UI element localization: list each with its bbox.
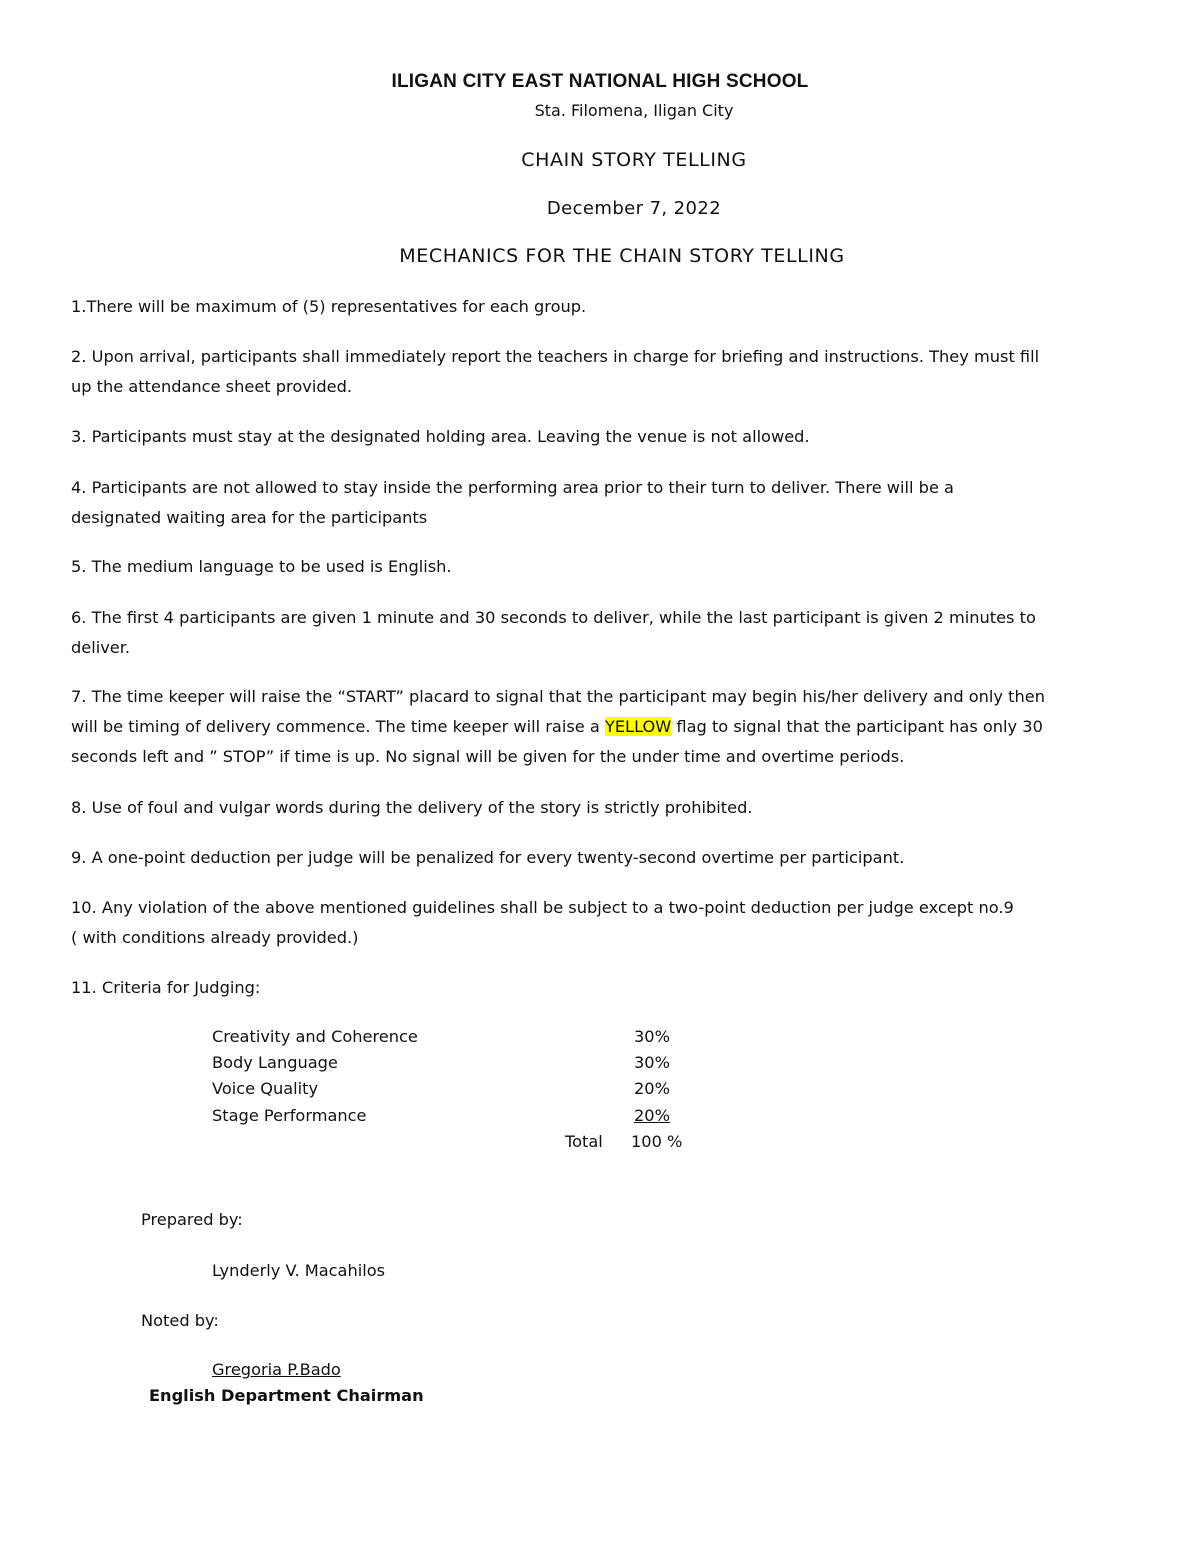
rule-line: 11. Criteria for Judging: xyxy=(71,978,261,997)
yellow-highlight: YELLOW xyxy=(604,717,672,736)
rule-8 xyxy=(71,793,1131,823)
rule-line: 6. The first 4 participants are given 1 minute and 30 seconds to deliver, while the last participant is given 2 minutes to xyxy=(71,608,1036,627)
total-value: 100 % xyxy=(631,1132,683,1151)
rule-6 xyxy=(71,603,1131,663)
criterion-weight: 30% xyxy=(634,1053,670,1072)
noted-by-name: Gregoria P.Bado xyxy=(212,1360,341,1379)
event-title: CHAIN STORY TELLING xyxy=(521,149,747,171)
rule-10 xyxy=(71,893,1131,953)
rule-line: 2. Upon arrival, participants shall immediately report the teachers in charge for briefing and instructions. They must fill xyxy=(71,347,1040,366)
rule-line: 4. Participants are not allowed to stay inside the performing area prior to their turn to deliver. There will be a xyxy=(71,478,954,497)
criterion-name: Body Language xyxy=(212,1053,338,1072)
noted-by-label: Noted by: xyxy=(141,1311,219,1330)
noted-by-title: English Department Chairman xyxy=(149,1386,424,1405)
rule-text: will be timing of delivery commence. The time keeper will raise a xyxy=(71,717,605,736)
rule-9 xyxy=(71,843,1131,873)
rule-line: 9. A one-point deduction per judge will be penalized for every twenty-second overtime per participant. xyxy=(71,848,905,867)
criterion-weight: 20% xyxy=(634,1106,670,1125)
rule-line: up the attendance sheet provided. xyxy=(71,377,352,396)
event-date: December 7, 2022 xyxy=(546,198,722,219)
rule-11 xyxy=(71,973,1131,1003)
school-address: Sta. Filomena, Iligan City xyxy=(534,101,734,120)
rule-line: 5. The medium language to be used is English. xyxy=(71,557,452,576)
criterion-name: Stage Performance xyxy=(212,1106,367,1125)
rule-5 xyxy=(71,552,1131,582)
mechanics-heading: MECHANICS FOR THE CHAIN STORY TELLING xyxy=(399,245,845,267)
rule-3 xyxy=(71,422,1131,452)
prepared-by-name: Lynderly V. Macahilos xyxy=(212,1261,386,1280)
rule-line: seconds left and ” STOP” if time is up. No signal will be given for the under time and overtime periods. xyxy=(71,747,905,766)
school-name: ILIGAN CITY EAST NATIONAL HIGH SCHOOL xyxy=(391,71,809,92)
rule-7 xyxy=(71,682,1131,772)
rule-line: 8. Use of foul and vulgar words during the delivery of the story is strictly prohibited. xyxy=(71,798,753,817)
rule-line: 7. The time keeper will raise the “START” placard to signal that the participant may begin his/her delivery and only then xyxy=(71,687,1045,706)
criterion-name: Voice Quality xyxy=(212,1079,319,1098)
rule-line xyxy=(71,712,1131,742)
total-label: Total xyxy=(565,1132,603,1151)
rule-1 xyxy=(71,292,1131,322)
criterion-weight: 30% xyxy=(634,1027,670,1046)
prepared-by-label: Prepared by: xyxy=(141,1210,243,1229)
criterion-name: Creativity and Coherence xyxy=(212,1027,418,1046)
rule-text: flag to signal that the participant has only 30 xyxy=(671,717,1043,736)
rule-line: ( with conditions already provided.) xyxy=(71,928,359,947)
rule-line: designated waiting area for the participants xyxy=(71,508,428,527)
rule-line: 10. Any violation of the above mentioned guidelines shall be subject to a two-point deduction per judge except no.9 xyxy=(71,898,1014,917)
rule-line: 3. Participants must stay at the designated holding area. Leaving the venue is not allowed. xyxy=(71,427,810,446)
rule-4 xyxy=(71,473,1131,533)
rule-2 xyxy=(71,342,1131,402)
rule-line: 1.There will be maximum of (5) representatives for each group. xyxy=(71,297,587,316)
rule-line: deliver. xyxy=(71,638,131,657)
criterion-weight: 20% xyxy=(634,1079,670,1098)
